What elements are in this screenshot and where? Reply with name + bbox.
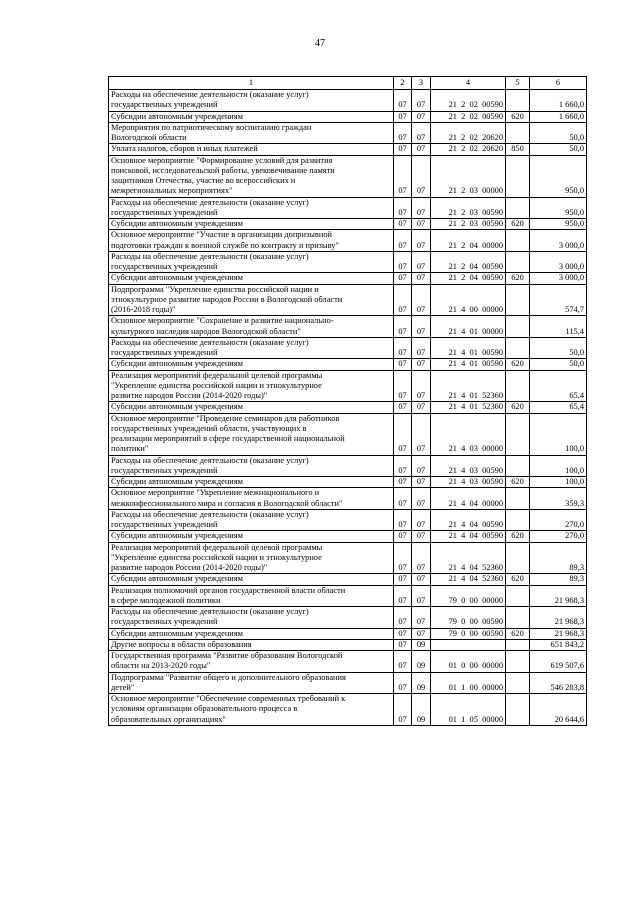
table-row <box>109 639 587 650</box>
table-row <box>109 90 587 112</box>
row-expense-type-cell <box>506 230 530 252</box>
row-target-article-cell: 21 2 04 00590 <box>431 273 506 284</box>
row-name-cell: Подпрограмма "Укрепление единства российской нации и этнокультурное развитие народов России в Вологодской области (2016-2018 годы)" <box>109 284 394 316</box>
row-target-article-cell: 21 4 04 00590 <box>431 531 506 542</box>
row-section-cell: 07 <box>394 585 412 607</box>
table-row <box>109 628 587 639</box>
row-target-article-cell: 79 0 00 00000 <box>431 585 506 607</box>
table-row <box>109 273 587 284</box>
row-subsection-cell: 07 <box>412 219 431 230</box>
row-name-cell: Реализация мероприятий федеральной целевой программы "Укрепление единства российской нации и этнокультурное развитие народов России (2014-2020 годы)" <box>109 370 394 402</box>
row-section-cell: 07 <box>394 402 412 413</box>
row-name-cell: Расходы на обеспечение деятельности (оказание услуг) государственных учреждений <box>109 90 394 112</box>
row-amount-cell: 3 000,0 <box>530 251 587 273</box>
row-name-cell: Расходы на обеспечение деятельности (оказание услуг) государственных учреждений <box>109 509 394 531</box>
row-amount-cell: 619 507,6 <box>530 651 587 673</box>
row-amount-cell: 50,0 <box>530 337 587 359</box>
row-subsection-cell: 07 <box>412 607 431 629</box>
row-subsection-cell: 07 <box>412 122 431 144</box>
row-section-cell: 07 <box>394 251 412 273</box>
row-target-article-cell: 21 4 03 00590 <box>431 477 506 488</box>
table-row <box>109 251 587 273</box>
row-name-cell: Подпрограмма "Развитие общего и дополнительного образования детей" <box>109 672 394 694</box>
table-row <box>109 413 587 455</box>
table-row <box>109 144 587 155</box>
row-amount-cell: 50,0 <box>530 359 587 370</box>
row-name-cell: Реализация мероприятий федеральной целевой программы "Укрепление единства российской нации и этнокультурное развитие народов России (2014-2020 годы)" <box>109 542 394 574</box>
row-amount-cell: 20 644,6 <box>530 694 587 726</box>
row-section-cell: 07 <box>394 628 412 639</box>
row-target-article-cell: 21 4 01 52360 <box>431 370 506 402</box>
row-expense-type-cell <box>506 197 530 219</box>
table-row <box>109 574 587 585</box>
row-expense-type-cell: 620 <box>506 273 530 284</box>
row-name-cell: Субсидии автономным учреждениям <box>109 219 394 230</box>
row-target-article-cell: 21 4 04 52360 <box>431 542 506 574</box>
table-row <box>109 111 587 122</box>
row-subsection-cell: 07 <box>412 273 431 284</box>
row-target-article-cell: 21 4 03 00000 <box>431 413 506 455</box>
row-amount-cell: 1 660,0 <box>530 111 587 122</box>
row-section-cell: 07 <box>394 694 412 726</box>
row-expense-type-cell <box>506 370 530 402</box>
row-name-cell: Основное мероприятие "Формирование условий для развития поисковой, исследовательской работы, увековечивание памяти защитников Отечества, участие во всероссийских и межрегиональных мероприятиях" <box>109 155 394 197</box>
row-expense-type-cell <box>506 337 530 359</box>
row-amount-cell: 546 283,8 <box>530 672 587 694</box>
row-amount-cell: 65,4 <box>530 402 587 413</box>
table-row <box>109 607 587 629</box>
row-target-article-cell: 21 2 02 20620 <box>431 144 506 155</box>
table-row <box>109 531 587 542</box>
row-name-cell: Субсидии автономным учреждениям <box>109 531 394 542</box>
row-name-cell: Расходы на обеспечение деятельности (оказание услуг) государственных учреждений <box>109 197 394 219</box>
row-subsection-cell: 07 <box>412 542 431 574</box>
table-row <box>109 585 587 607</box>
row-expense-type-cell: 620 <box>506 219 530 230</box>
table-row <box>109 455 587 477</box>
table-row <box>109 542 587 574</box>
row-section-cell: 07 <box>394 370 412 402</box>
row-section-cell: 07 <box>394 316 412 338</box>
row-name-cell: Субсидии автономным учреждениям <box>109 574 394 585</box>
row-subsection-cell: 07 <box>412 531 431 542</box>
row-expense-type-cell <box>506 455 530 477</box>
table-header-row <box>109 77 587 90</box>
row-section-cell: 07 <box>394 542 412 574</box>
table-row <box>109 672 587 694</box>
row-subsection-cell: 07 <box>412 284 431 316</box>
row-subsection-cell: 07 <box>412 337 431 359</box>
row-target-article-cell: 21 2 02 20620 <box>431 122 506 144</box>
row-name-cell: Другие вопросы в области образования <box>109 639 394 650</box>
row-expense-type-cell <box>506 316 530 338</box>
row-expense-type-cell <box>506 488 530 510</box>
row-amount-cell: 115,4 <box>530 316 587 338</box>
row-subsection-cell: 07 <box>412 251 431 273</box>
row-name-cell: Субсидии автономным учреждениям <box>109 628 394 639</box>
row-name-cell: Субсидии автономным учреждениям <box>109 477 394 488</box>
row-section-cell: 07 <box>394 197 412 219</box>
row-expense-type-cell <box>506 639 530 650</box>
row-subsection-cell: 07 <box>412 509 431 531</box>
row-target-article-cell: 21 4 01 52360 <box>431 402 506 413</box>
row-expense-type-cell <box>506 122 530 144</box>
row-section-cell: 07 <box>394 359 412 370</box>
column-header-name: 1 <box>109 77 394 90</box>
row-amount-cell: 89,3 <box>530 542 587 574</box>
table-row <box>109 155 587 197</box>
row-expense-type-cell <box>506 413 530 455</box>
row-amount-cell: 3 000,0 <box>530 230 587 252</box>
row-section-cell: 07 <box>394 651 412 673</box>
row-section-cell: 07 <box>394 90 412 112</box>
row-subsection-cell: 07 <box>412 585 431 607</box>
row-expense-type-cell: 620 <box>506 574 530 585</box>
row-amount-cell: 65,4 <box>530 370 587 402</box>
row-name-cell: Основное мероприятие "Обеспечение современных требований к условиям организации образовательного процесса в образовательных организациях" <box>109 694 394 726</box>
row-target-article-cell: 21 2 03 00590 <box>431 197 506 219</box>
row-expense-type-cell <box>506 607 530 629</box>
row-subsection-cell: 07 <box>412 488 431 510</box>
row-target-article-cell: 21 4 01 00590 <box>431 359 506 370</box>
table-row <box>109 402 587 413</box>
row-subsection-cell: 07 <box>412 370 431 402</box>
row-section-cell: 07 <box>394 488 412 510</box>
row-amount-cell: 651 843,2 <box>530 639 587 650</box>
row-amount-cell: 50,0 <box>530 144 587 155</box>
row-amount-cell: 270,0 <box>530 531 587 542</box>
row-expense-type-cell <box>506 672 530 694</box>
row-amount-cell: 950,0 <box>530 155 587 197</box>
row-subsection-cell: 07 <box>412 359 431 370</box>
row-amount-cell: 359,3 <box>530 488 587 510</box>
row-section-cell: 07 <box>394 607 412 629</box>
row-subsection-cell: 07 <box>412 574 431 585</box>
row-section-cell: 07 <box>394 144 412 155</box>
row-target-article-cell: 21 4 00 00000 <box>431 284 506 316</box>
row-amount-cell: 3 000,0 <box>530 273 587 284</box>
table-row <box>109 370 587 402</box>
row-subsection-cell: 07 <box>412 197 431 219</box>
table-row <box>109 197 587 219</box>
row-name-cell: Основное мероприятие "Сохранение и развитие национально- культурного наследия народов Вологодской области" <box>109 316 394 338</box>
row-target-article-cell: 21 4 03 00590 <box>431 455 506 477</box>
row-section-cell: 07 <box>394 219 412 230</box>
row-amount-cell: 21 968,3 <box>530 585 587 607</box>
row-name-cell: Субсидии автономным учреждениям <box>109 273 394 284</box>
row-amount-cell: 574,7 <box>530 284 587 316</box>
table-row <box>109 359 587 370</box>
column-header-section: 2 <box>394 77 412 90</box>
row-amount-cell: 270,0 <box>530 509 587 531</box>
column-header-target-article: 4 <box>431 77 506 90</box>
row-subsection-cell: 09 <box>412 651 431 673</box>
table-row <box>109 219 587 230</box>
row-section-cell: 07 <box>394 531 412 542</box>
row-section-cell: 07 <box>394 230 412 252</box>
row-section-cell: 07 <box>394 111 412 122</box>
row-name-cell: Мероприятия по патриотическому воспитанию граждан Вологодской области <box>109 122 394 144</box>
row-subsection-cell: 09 <box>412 639 431 650</box>
row-expense-type-cell <box>506 509 530 531</box>
row-subsection-cell: 07 <box>412 111 431 122</box>
row-subsection-cell: 07 <box>412 155 431 197</box>
row-target-article-cell: 21 4 01 00000 <box>431 316 506 338</box>
row-expense-type-cell: 850 <box>506 144 530 155</box>
row-target-article-cell: 79 0 00 00590 <box>431 607 506 629</box>
row-name-cell: Уплата налогов, сборов и иных платежей <box>109 144 394 155</box>
budget-table <box>108 76 587 726</box>
row-section-cell: 07 <box>394 122 412 144</box>
table-body <box>109 90 587 726</box>
table-row <box>109 316 587 338</box>
row-section-cell: 07 <box>394 155 412 197</box>
row-target-article-cell: 21 2 02 00590 <box>431 90 506 112</box>
row-expense-type-cell <box>506 284 530 316</box>
row-amount-cell: 1 660,0 <box>530 90 587 112</box>
column-header-amount: 6 <box>530 77 587 90</box>
row-target-article-cell: 79 0 00 00590 <box>431 628 506 639</box>
row-target-article-cell: 01 1 05 00000 <box>431 694 506 726</box>
row-target-article-cell: 21 2 03 00000 <box>431 155 506 197</box>
row-subsection-cell: 07 <box>412 230 431 252</box>
row-subsection-cell: 07 <box>412 144 431 155</box>
row-name-cell: Расходы на обеспечение деятельности (оказание услуг) государственных учреждений <box>109 455 394 477</box>
row-amount-cell: 50,0 <box>530 122 587 144</box>
row-expense-type-cell: 620 <box>506 531 530 542</box>
row-section-cell: 07 <box>394 455 412 477</box>
row-name-cell: Основное мероприятие "Проведение семинаров для работников государственных учреждений области, участвующих в реализации мероприятий в сфере государственной национальной политики" <box>109 413 394 455</box>
row-subsection-cell: 07 <box>412 628 431 639</box>
table-row <box>109 651 587 673</box>
row-subsection-cell: 07 <box>412 90 431 112</box>
row-expense-type-cell: 620 <box>506 111 530 122</box>
row-name-cell: Государственная программа "Развитие образования Вологодской области на 2013-2020 годы" <box>109 651 394 673</box>
row-section-cell: 07 <box>394 672 412 694</box>
row-subsection-cell: 07 <box>412 455 431 477</box>
row-section-cell: 07 <box>394 509 412 531</box>
row-target-article-cell: 21 2 03 00590 <box>431 219 506 230</box>
row-section-cell: 07 <box>394 477 412 488</box>
row-subsection-cell: 07 <box>412 477 431 488</box>
row-expense-type-cell <box>506 251 530 273</box>
row-amount-cell: 100,0 <box>530 413 587 455</box>
row-section-cell: 07 <box>394 413 412 455</box>
row-expense-type-cell: 620 <box>506 359 530 370</box>
row-subsection-cell: 09 <box>412 694 431 726</box>
row-target-article-cell: 01 0 00 00000 <box>431 651 506 673</box>
row-subsection-cell: 09 <box>412 672 431 694</box>
row-expense-type-cell <box>506 694 530 726</box>
row-section-cell: 07 <box>394 284 412 316</box>
row-expense-type-cell <box>506 585 530 607</box>
table-row <box>109 230 587 252</box>
column-header-expense-type: 5 <box>506 77 530 90</box>
row-target-article-cell: 21 4 04 00590 <box>431 509 506 531</box>
row-amount-cell: 100,0 <box>530 455 587 477</box>
row-subsection-cell: 07 <box>412 402 431 413</box>
row-expense-type-cell <box>506 155 530 197</box>
row-expense-type-cell <box>506 90 530 112</box>
row-amount-cell: 89,3 <box>530 574 587 585</box>
table-row <box>109 284 587 316</box>
table-row <box>109 488 587 510</box>
row-name-cell: Основное мероприятие "Укрепление межнационального и межконфессионального мира и согласия в Вологодской области" <box>109 488 394 510</box>
row-name-cell: Субсидии автономным учреждениям <box>109 359 394 370</box>
row-target-article-cell: 21 4 01 00590 <box>431 337 506 359</box>
row-section-cell: 07 <box>394 337 412 359</box>
row-amount-cell: 21 968,3 <box>530 628 587 639</box>
row-amount-cell: 100,0 <box>530 477 587 488</box>
row-name-cell: Реализация полномочий органов государственной власти области в сфере молодежной политики <box>109 585 394 607</box>
page-number: 47 <box>315 38 325 49</box>
column-header-subsection: 3 <box>412 77 431 90</box>
row-expense-type-cell: 620 <box>506 477 530 488</box>
row-expense-type-cell <box>506 542 530 574</box>
row-target-article-cell: 21 2 02 00590 <box>431 111 506 122</box>
row-name-cell: Основное мероприятие "Участие в организации допризывной подготовки граждан к военной службе по контракту и призыву" <box>109 230 394 252</box>
row-target-article-cell: 21 4 04 52360 <box>431 574 506 585</box>
row-section-cell: 07 <box>394 639 412 650</box>
row-section-cell: 07 <box>394 574 412 585</box>
row-name-cell: Субсидии автономным учреждениям <box>109 111 394 122</box>
row-subsection-cell: 07 <box>412 316 431 338</box>
row-name-cell: Расходы на обеспечение деятельности (оказание услуг) государственных учреждений <box>109 251 394 273</box>
row-target-article-cell: 21 4 04 00000 <box>431 488 506 510</box>
table-row <box>109 337 587 359</box>
row-target-article-cell: 21 2 04 00000 <box>431 230 506 252</box>
row-section-cell: 07 <box>394 273 412 284</box>
row-amount-cell: 950,0 <box>530 197 587 219</box>
row-target-article-cell: 01 1 00 00000 <box>431 672 506 694</box>
row-name-cell: Расходы на обеспечение деятельности (оказание услуг) государственных учреждений <box>109 337 394 359</box>
row-target-article-cell: 21 2 04 00590 <box>431 251 506 273</box>
row-subsection-cell: 07 <box>412 413 431 455</box>
table-row <box>109 509 587 531</box>
table-row <box>109 694 587 726</box>
row-name-cell: Субсидии автономным учреждениям <box>109 402 394 413</box>
table-row <box>109 122 587 144</box>
table-row <box>109 477 587 488</box>
row-expense-type-cell <box>506 651 530 673</box>
row-expense-type-cell: 620 <box>506 402 530 413</box>
row-amount-cell: 21 968,3 <box>530 607 587 629</box>
row-expense-type-cell: 620 <box>506 628 530 639</box>
row-name-cell: Расходы на обеспечение деятельности (оказание услуг) государственных учреждений <box>109 607 394 629</box>
row-amount-cell: 950,0 <box>530 219 587 230</box>
row-target-article-cell <box>431 639 506 650</box>
